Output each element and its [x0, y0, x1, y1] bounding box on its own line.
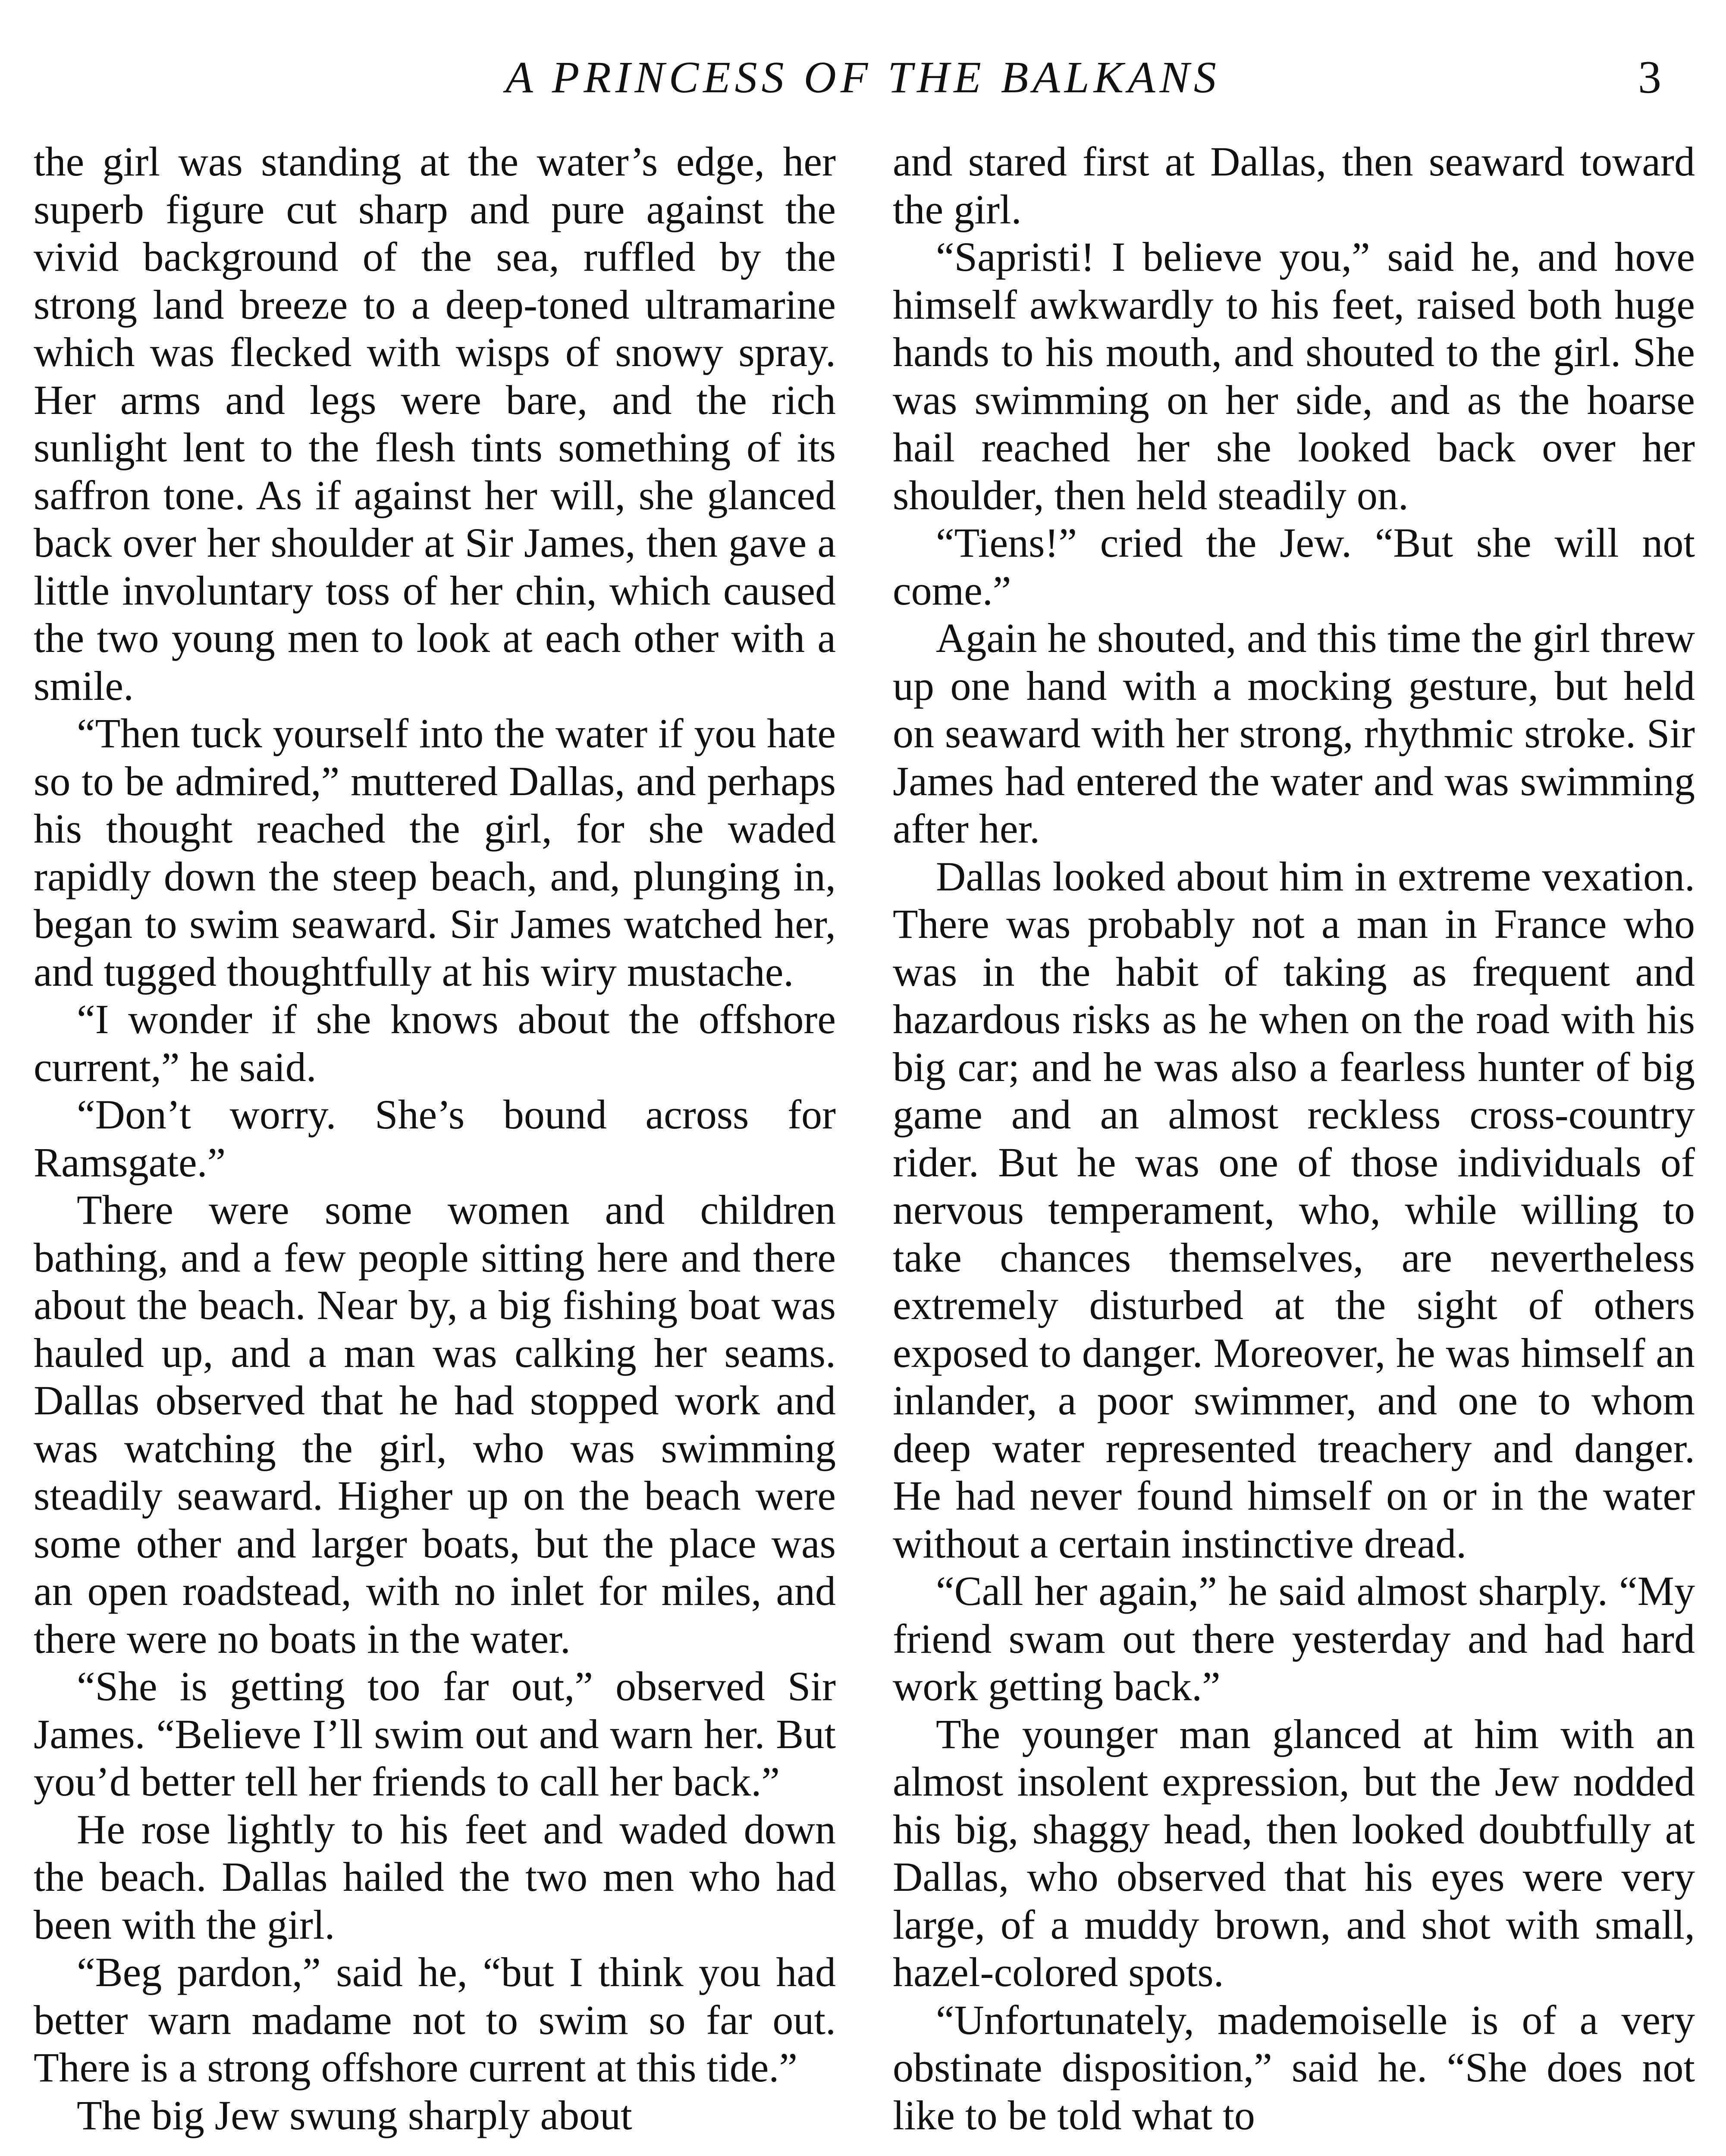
- paragraph: “I wonder if she knows about the offshore current,” he said.: [34, 996, 836, 1090]
- paragraph: “Unfortunately, mademoiselle is of a very obstinate disposition,” said he. “She does not like to be told what to: [893, 1996, 1695, 2138]
- paragraph: the girl was standing at the water’s edge, her superb figure cut sharp and pure against the vivid background of the sea, ruffled by the strong land breeze to a deep-toned ultramarine which was flecked with wisps of snowy spray. Her arms and legs were bare, and the rich sunlight lent to the flesh tints something of its saffron tone. As if against her will, she glanced back over her shoulder at Sir James, then gave a little involuntary toss of her chin, which caused the two young men to look at each other with a smile.: [34, 138, 836, 709]
- paragraph: “Tiens!” cried the Jew. “But she will not come.”: [893, 520, 1695, 614]
- right-column: [893, 138, 1695, 2139]
- paragraph: Dallas looked about him in extreme vexation. There was probably not a man in France who was in the habit of taking as frequent and hazardous risks as he when on the road with his big car; and he was also a fearless hunter of big game and an almost reckless cross-country rider. But he was one of those individuals of nervous temperament, who, while willing to take chances themselves, are nevertheless extremely disturbed at the sight of others exposed to danger. Moreover, he was himself an inlander, a poor swimmer, and one to whom deep water represented treachery and danger. He had never found himself on or in the water without a certain instinctive dread.: [893, 853, 1695, 1567]
- paragraph: “Beg pardon,” said he, “but I think you had better warn madame not to swim so far out. There is a strong offshore current at this tide.”: [34, 1949, 836, 2090]
- paragraph: “Call her again,” he said almost sharply. “My friend swam out there yesterday and had hard work getting back.”: [893, 1568, 1695, 1709]
- paragraph: There were some women and children bathing, and a few people sitting here and there about the beach. Near by, a big fishing boat was hauled up, and a man was calking her seams. Dallas observed that he had stopped work and was watching the girl, who was swimming steadily seaward. Higher up on the beach were some other and larger boats, but the place was an open roadstead, with no inlet for miles, and there were no boats in the water.: [34, 1187, 836, 1662]
- paragraph: “Don’t worry. She’s bound across for Ramsgate.”: [34, 1091, 836, 1185]
- paragraph: He rose lightly to his feet and waded down the beach. Dallas hailed the two men who had been with the girl.: [34, 1806, 836, 1948]
- paragraph: Again he shouted, and this time the girl threw up one hand with a mocking gesture, but held on seaward with her strong, rhythmic stroke. Sir James had entered the water and was swimming after her.: [893, 615, 1695, 852]
- paragraph: “She is getting too far out,” observed Sir James. “Believe I’ll swim out and warn her. But you’d better tell her friends to call her back.”: [34, 1663, 836, 1805]
- paragraph: “Sapristi! I believe you,” said he, and hove himself awkwardly to his feet, raised both huge hands to his mouth, and shouted to the girl. She was swimming on her side, and as the hoarse hail reached her she looked back over her shoulder, then held steadily on.: [893, 234, 1695, 518]
- paragraph: and stared first at Dallas, then seaward toward the girl.: [893, 138, 1695, 232]
- paragraph: The big Jew swung sharply about: [77, 2092, 632, 2138]
- left-column: [34, 138, 836, 2139]
- paragraph: “Then tuck yourself into the water if you hate so to be admired,” muttered Dallas, and perhaps his thought reached the girl, for she waded rapidly down the steep beach, and, plunging in, began to swim seaward. Sir James watched her, and tugged thoughtfully at his wiry mustache.: [34, 710, 836, 995]
- paragraph: The younger man glanced at him with an almost insolent expression, but the Jew nodded his big, shaggy head, then looked doubtfully at Dallas, who observed that his eyes were very large, of a muddy brown, and shot with small, hazel-colored spots.: [893, 1711, 1695, 1995]
- page-number: 3: [1638, 52, 1661, 103]
- page-header: [0, 43, 1726, 112]
- running-title: A PRINCESS OF THE BALKANS: [505, 53, 1221, 102]
